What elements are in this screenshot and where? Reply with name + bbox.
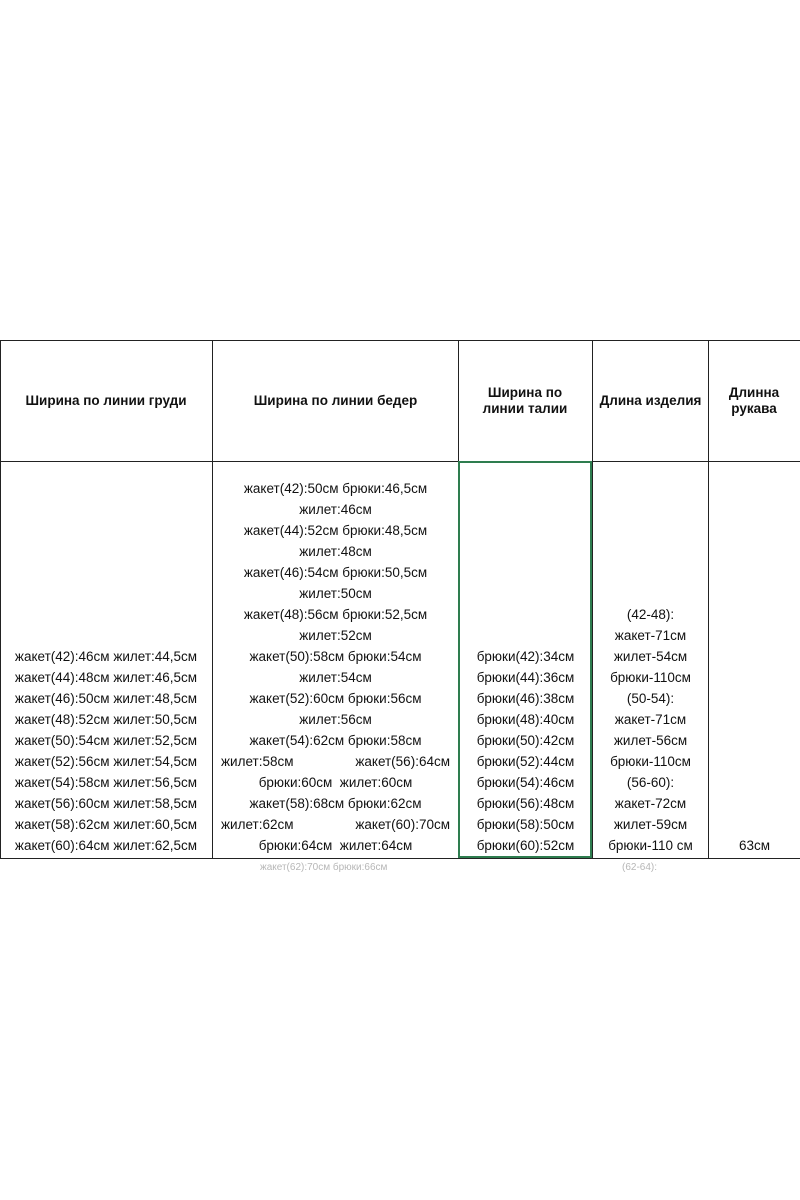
hip-line: жилет:56см bbox=[299, 712, 372, 727]
length-line: жилет-59см bbox=[613, 817, 688, 832]
waist-line: брюки(54):46см bbox=[476, 775, 575, 790]
length-line: жакет-71см bbox=[614, 628, 687, 643]
waist-line: брюки(42):34см bbox=[476, 649, 575, 664]
chest-line: жакет(60):64см жилет:62,5см bbox=[14, 838, 198, 853]
chest-line: жакет(44):48см жилет:46,5см bbox=[14, 670, 198, 685]
hip-line: жакет(42):50см брюки:46,5см bbox=[243, 481, 428, 496]
waist-values bbox=[459, 646, 592, 856]
chest-line: жакет(50):54см жилет:52,5см bbox=[14, 733, 198, 748]
hip-line: жакет(58):68см брюки:62см bbox=[249, 796, 422, 811]
sleeve-values bbox=[709, 835, 800, 856]
header-sleeve-length: Длинна рукава bbox=[728, 385, 780, 416]
hip-line: жилет:46см bbox=[299, 502, 372, 517]
waist-line: брюки(60):52см bbox=[476, 838, 575, 853]
length-values bbox=[593, 604, 708, 856]
hip-line: жилет:52см bbox=[299, 628, 372, 643]
hip-line: жакет(46):54см брюки:50,5см bbox=[243, 565, 428, 580]
waist-line: брюки(46):38см bbox=[476, 691, 575, 706]
header-item-length: Длина изделия bbox=[599, 393, 702, 408]
hip-line: жакет(54):62см брюки:58см bbox=[249, 733, 422, 748]
table-bottom-border bbox=[0, 858, 800, 859]
hip-line: жакет(48):56см брюки:52,5см bbox=[243, 607, 428, 622]
column-divider-4 bbox=[708, 340, 709, 859]
chest-line: жакет(48):52см жилет:50,5см bbox=[14, 712, 198, 727]
waist-line: брюки(56):48см bbox=[476, 796, 575, 811]
length-line: жилет-54см bbox=[613, 649, 688, 664]
faded-overflow-hips: жакет(62):70см брюки:66см bbox=[260, 862, 388, 873]
hip-line: жилет:50см bbox=[299, 586, 372, 601]
waist-line: брюки(44):36см bbox=[476, 670, 575, 685]
waist-line: брюки(58):50см bbox=[476, 817, 575, 832]
length-line: брюки-110см bbox=[610, 670, 691, 685]
chest-values bbox=[0, 646, 212, 856]
length-line: (42-48): bbox=[626, 607, 675, 622]
hip-line: жилет:54см bbox=[299, 670, 372, 685]
chest-line: жакет(56):60см жилет:58,5см bbox=[14, 796, 198, 811]
waist-line: брюки(50):42см bbox=[476, 733, 575, 748]
hip-values bbox=[213, 478, 458, 856]
size-chart-table bbox=[0, 340, 800, 873]
waist-line: брюки(48):40см bbox=[476, 712, 575, 727]
hip-line: жакет(50):58см брюки:54см bbox=[249, 649, 422, 664]
length-line: жилет-56см bbox=[613, 733, 688, 748]
length-line: брюки-110 см bbox=[608, 838, 693, 853]
length-line: жакет-72см bbox=[614, 796, 687, 811]
waist-line: брюки(52):44см bbox=[476, 754, 575, 769]
hip-line: жилет:48см bbox=[299, 544, 372, 559]
hip-line: брюки:64см жилет:64см bbox=[258, 838, 413, 853]
hip-line: жакет(52):60см брюки:56см bbox=[249, 691, 422, 706]
length-line: брюки-110см bbox=[610, 754, 691, 769]
sleeve-value: 63см bbox=[738, 838, 771, 853]
chest-line: жакет(52):56см жилет:54,5см bbox=[14, 754, 198, 769]
chest-line: жакет(42):46см жилет:44,5см bbox=[14, 649, 198, 664]
hip-split-line: жилет:58см жакет(56):64см bbox=[221, 754, 450, 769]
length-line: (50-54): bbox=[626, 691, 675, 706]
chest-line: жакет(58):62см жилет:60,5см bbox=[14, 817, 198, 832]
length-line: (56-60): bbox=[626, 775, 675, 790]
faded-overflow-length: (62-64): bbox=[622, 862, 658, 873]
header-waist-width: Ширина по линии талии bbox=[482, 385, 568, 416]
header-chest-width: Ширина по линии груди bbox=[25, 393, 187, 408]
length-line: жакет-71см bbox=[614, 712, 687, 727]
chest-line: жакет(54):58см жилет:56,5см bbox=[14, 775, 198, 790]
header-hip-width: Ширина по линии бедер bbox=[253, 393, 418, 408]
hip-line: брюки:60см жилет:60см bbox=[258, 775, 413, 790]
hip-line: жакет(44):52см брюки:48,5см bbox=[243, 523, 428, 538]
chest-line: жакет(46):50см жилет:48,5см bbox=[14, 691, 198, 706]
hip-split-line: жилет:62см жакет(60):70см bbox=[221, 817, 450, 832]
